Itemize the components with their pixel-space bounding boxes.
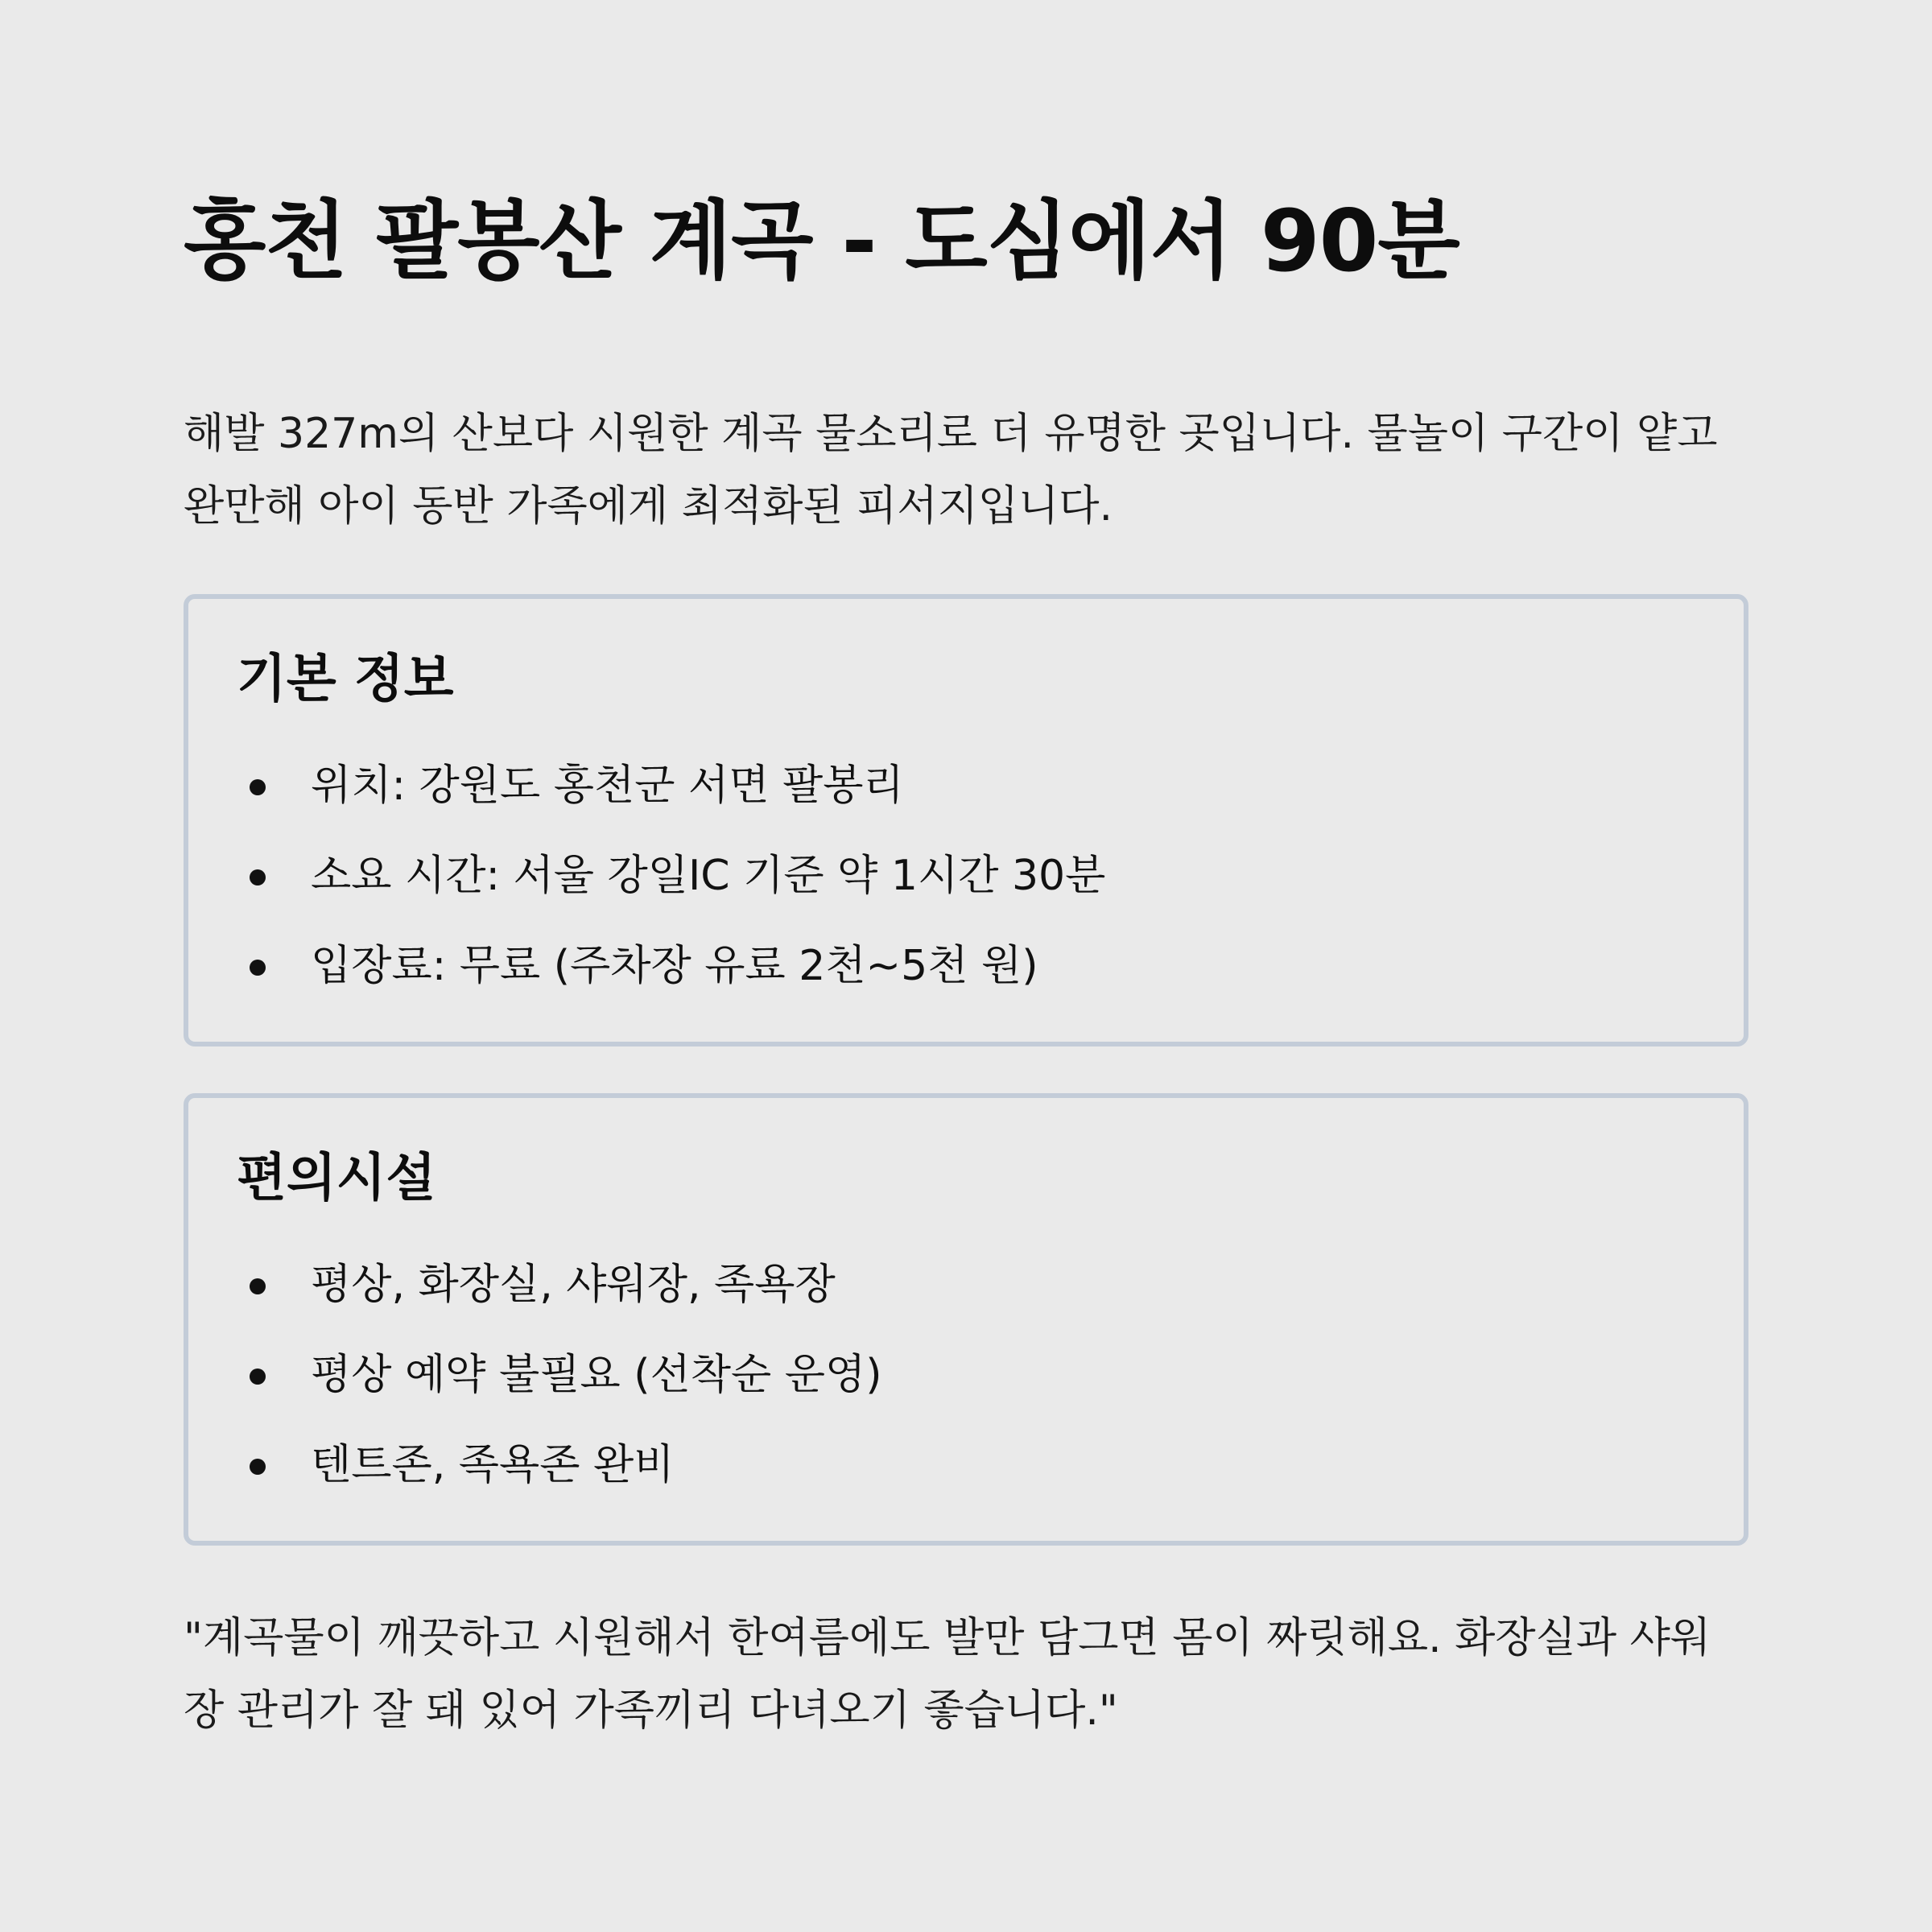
facilities-heading: 편의시설 xyxy=(237,1149,436,1208)
bullet-icon xyxy=(250,1278,266,1294)
basic-info-heading: 기본 정보 xyxy=(237,650,454,709)
page-title: 홍천 팔봉산 계곡 - 도심에서 90분 xyxy=(184,192,1459,291)
bullet-icon xyxy=(250,779,266,795)
basic-info-card xyxy=(184,594,1748,1046)
list-item-text: 텐트존, 족욕존 완비 xyxy=(311,1441,675,1489)
list-item-text: 입장료: 무료 (주차장 유료 2천~5천 원) xyxy=(311,942,1038,990)
review-quote: "계곡물이 깨끗하고 시원해서 한여름에도 발만 담그면 몸이 짜릿해요. 화장실과 샤워장 관리가 잘 돼 있어 가족끼리 다녀오기 좋습니다." xyxy=(184,1614,1711,1735)
list-item-text: 평상 예약 불필요 (선착순 운영) xyxy=(311,1351,882,1399)
intro-paragraph: 해발 327m의 산보다 시원한 계곡 물소리로 더 유명한 곳입니다. 물놀이 구간이 얕고 완만해 아이 동반 가족에게 최적화된 피서지입니다. xyxy=(184,410,1718,530)
bullet-icon xyxy=(250,869,266,886)
list-item-text: 소요 시간: 서울 강일IC 기준 약 1시간 30분 xyxy=(311,852,1106,900)
bullet-icon xyxy=(250,1368,266,1385)
bullet-icon xyxy=(250,960,266,976)
list-item-text: 평상, 화장실, 샤워장, 족욕장 xyxy=(311,1261,836,1309)
bullet-icon xyxy=(250,1459,266,1475)
list-item-text: 위치: 강원도 홍천군 서면 팔봉리 xyxy=(311,762,904,810)
facilities-card xyxy=(184,1093,1748,1546)
